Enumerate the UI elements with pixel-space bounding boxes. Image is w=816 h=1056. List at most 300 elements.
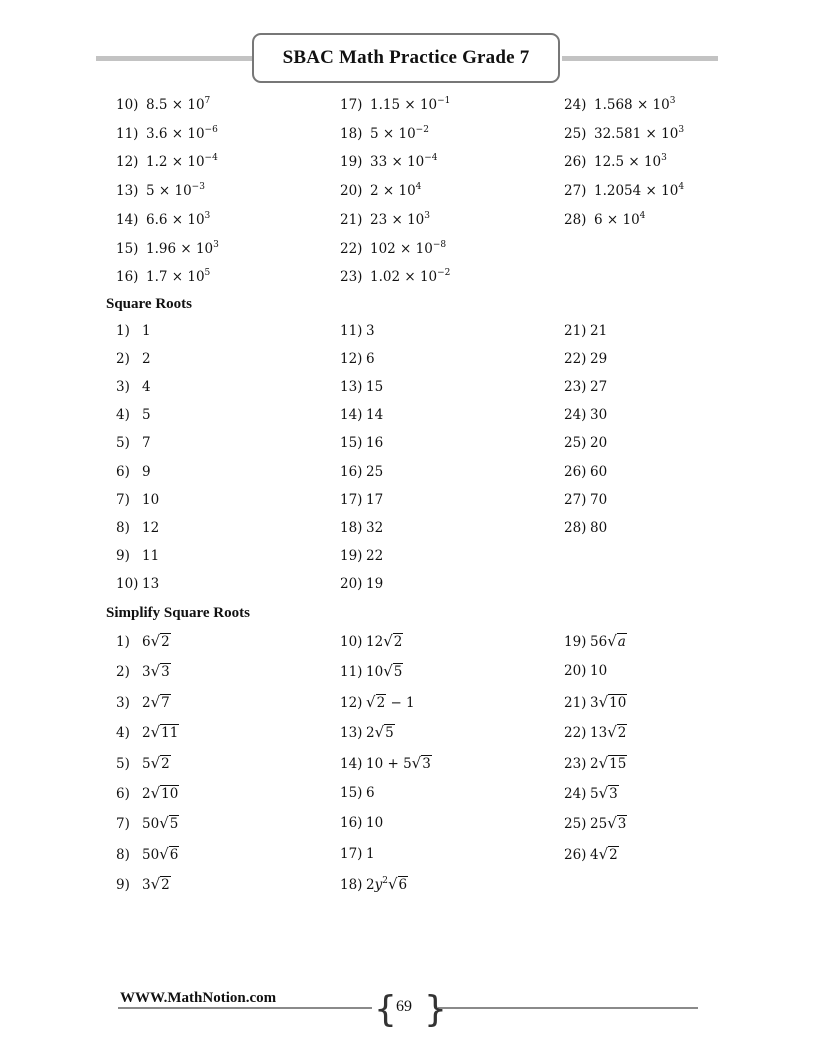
answer-text: 2	[366, 725, 375, 742]
exponent: 3	[661, 153, 667, 164]
item-number: 17)	[340, 491, 363, 508]
answer-item	[116, 268, 210, 286]
answer-text: 12	[142, 519, 160, 536]
answer-value	[366, 379, 383, 395]
radical-sign-icon: √	[374, 723, 385, 742]
answer-text: 4	[590, 846, 599, 863]
item-number: 16)	[340, 463, 363, 480]
answer-text: 1.15 × 10	[370, 97, 438, 113]
answer-value	[366, 435, 383, 451]
item-number: 5)	[116, 755, 130, 772]
answer-item	[116, 519, 159, 537]
answer-item	[340, 575, 383, 593]
answer-text: 22	[366, 547, 384, 564]
square-root	[151, 632, 171, 651]
answer-item	[116, 693, 171, 712]
answer-value	[366, 548, 383, 564]
answer-value	[366, 753, 432, 772]
square-root	[412, 754, 432, 773]
answer-value	[142, 576, 159, 592]
answer-value	[142, 816, 179, 832]
answer-item	[564, 754, 627, 773]
item-number: 15)	[116, 240, 139, 257]
radical-sign-icon: √	[150, 692, 161, 711]
answer-text: 2	[366, 877, 375, 894]
answer-value	[366, 877, 408, 893]
answer-text: 2	[142, 786, 151, 802]
section-title-square-roots: Square Roots	[106, 296, 192, 312]
exponent: −6	[204, 124, 218, 135]
item-number: 6)	[116, 463, 130, 480]
answer-item	[116, 153, 218, 171]
item-number: 20)	[340, 575, 363, 592]
item-number: 21)	[564, 323, 587, 339]
answer-item	[564, 519, 607, 537]
answer-item	[116, 322, 151, 340]
item-number: 12)	[340, 351, 363, 368]
square-root	[383, 662, 403, 681]
answer-text: 3	[590, 694, 599, 711]
radical-sign-icon: √	[411, 753, 422, 772]
answer-value	[366, 634, 403, 650]
answer-value	[370, 97, 450, 113]
answer-text: 1	[366, 845, 375, 862]
item-number: 1)	[116, 323, 130, 339]
answer-value	[594, 212, 645, 228]
radicand: 10	[161, 786, 179, 802]
answer-text: 5 × 10	[370, 125, 416, 142]
radicand: 3	[609, 786, 618, 802]
item-number: 17)	[340, 845, 363, 862]
item-number: 23)	[564, 379, 587, 396]
answer-item	[116, 240, 219, 258]
radicand: 2	[393, 634, 403, 650]
radical-sign-icon: √	[159, 814, 169, 833]
radicand: 6	[398, 877, 408, 894]
answer-value	[366, 785, 375, 801]
item-number: 10)	[116, 97, 139, 113]
item-number: 16)	[340, 815, 363, 832]
answer-item	[564, 125, 684, 143]
page-title: SBAC Math Practice Grade 7	[282, 47, 530, 68]
answer-item	[340, 322, 375, 340]
answer-text: 50	[142, 816, 160, 833]
answer-value	[142, 464, 151, 480]
answer-value	[590, 520, 607, 536]
exponent: −2	[437, 268, 451, 279]
answer-value	[366, 464, 383, 480]
answer-text: 13	[142, 575, 160, 592]
answer-text: 80	[590, 519, 608, 536]
answer-text: 5	[142, 407, 151, 424]
square-root	[599, 784, 619, 803]
answer-value	[370, 183, 421, 199]
exponent: 3	[669, 96, 676, 106]
radicand: 2	[161, 634, 170, 650]
footer-website-link[interactable]: WWW.MathNotion.com	[120, 990, 277, 1006]
radical-sign-icon: √	[383, 662, 393, 681]
answer-text: 19	[366, 575, 384, 592]
item-number: 13)	[116, 183, 139, 200]
item-number: 26)	[564, 154, 587, 171]
radicand: 7	[161, 694, 170, 711]
answer-item	[564, 491, 607, 509]
answer-text: 29	[590, 351, 608, 368]
answer-item	[564, 463, 607, 481]
exponent: −4	[424, 153, 438, 164]
answer-text: 6.6 × 10	[146, 211, 205, 228]
answer-item	[116, 575, 159, 593]
item-number: 20)	[564, 663, 587, 680]
exponent: 4	[415, 182, 422, 193]
answer-value	[590, 725, 627, 741]
answer-value	[146, 183, 205, 199]
item-number: 27)	[564, 183, 587, 200]
square-root	[151, 875, 171, 894]
exponent: 5	[204, 268, 211, 279]
answer-text: 9	[142, 463, 151, 480]
answer-text: 13	[590, 725, 608, 742]
answer-item	[564, 434, 607, 452]
answer-item	[116, 754, 171, 773]
square-root	[366, 693, 386, 712]
item-number: 18)	[340, 519, 363, 536]
item-number: 10)	[116, 575, 139, 592]
item-number: 7)	[116, 816, 130, 833]
item-number: 22)	[564, 351, 587, 368]
answer-value	[146, 97, 210, 113]
answer-value	[366, 351, 375, 367]
answer-value	[142, 664, 171, 680]
answer-item	[340, 519, 383, 537]
answer-value	[366, 846, 375, 862]
answer-text: 6	[366, 351, 375, 368]
answer-item	[116, 406, 151, 424]
item-number: 11)	[340, 323, 363, 339]
answer-value	[142, 634, 171, 650]
answer-value	[590, 492, 607, 508]
header-rule-right	[562, 56, 718, 61]
answer-item	[564, 662, 607, 680]
radicand: 2	[161, 877, 170, 894]
radical-sign-icon: √	[387, 875, 398, 894]
item-number: 7)	[116, 491, 130, 508]
item-number: 22)	[564, 725, 587, 742]
radical-sign-icon: √	[150, 784, 161, 802]
answer-value	[590, 351, 607, 367]
square-root	[151, 662, 171, 681]
answer-text: 1.2 × 10	[146, 154, 205, 171]
exponent: 3	[204, 210, 211, 221]
answer-value	[370, 154, 438, 170]
header-title-box	[252, 33, 560, 83]
radicand: 3	[617, 816, 627, 833]
square-root	[607, 814, 627, 833]
answer-item	[340, 378, 383, 396]
radical-sign-icon: √	[383, 632, 393, 650]
answer-value	[590, 844, 619, 863]
answer-text: 12.5 × 10	[594, 154, 662, 171]
answer-text: 70	[590, 491, 608, 508]
answer-value	[594, 126, 684, 142]
square-root	[375, 723, 395, 742]
answer-value	[142, 492, 159, 508]
item-number: 6)	[116, 786, 130, 802]
answer-item	[340, 125, 429, 143]
answer-value	[366, 407, 383, 423]
item-number: 21)	[564, 694, 587, 711]
answer-value	[146, 154, 218, 170]
item-number: 5)	[116, 435, 130, 452]
answer-text: 25	[366, 463, 384, 480]
answer-text: 17	[366, 491, 384, 508]
header-rule-left	[96, 56, 252, 61]
answer-item	[340, 96, 450, 114]
answer-item	[116, 723, 179, 742]
answer-item	[340, 463, 383, 481]
answer-value	[146, 269, 210, 285]
radicand: 5	[385, 725, 394, 742]
radical-sign-icon: √	[150, 753, 161, 772]
answer-text: 10	[366, 664, 384, 681]
radicand: 2	[161, 755, 170, 772]
answer-item	[564, 632, 627, 651]
item-number: 18)	[340, 125, 363, 142]
answer-text: 3	[142, 877, 151, 894]
square-root	[607, 723, 627, 742]
answer-value	[366, 664, 403, 680]
answer-item	[116, 632, 171, 651]
answer-item	[340, 491, 383, 509]
answer-value	[366, 692, 415, 711]
answer-text: 60	[590, 463, 608, 480]
answer-value	[146, 212, 210, 228]
answer-value	[590, 407, 607, 423]
item-number: 20)	[340, 183, 363, 200]
item-number: 3)	[116, 694, 130, 711]
item-number: 26)	[564, 846, 587, 863]
answer-value	[366, 725, 395, 741]
answer-text: 50	[142, 846, 160, 863]
item-number: 1)	[116, 634, 130, 650]
answer-text: 14	[366, 407, 384, 424]
radical-sign-icon: √	[150, 875, 161, 894]
answer-item	[564, 406, 607, 424]
radicand: 5	[169, 816, 179, 833]
answer-text: 8.5 × 10	[146, 97, 205, 113]
radicand: 2	[376, 694, 386, 711]
variable: y	[374, 877, 383, 894]
answer-value	[590, 379, 607, 395]
page-number: 69	[396, 998, 412, 1015]
answer-text: 5 × 10	[146, 183, 192, 200]
radical-sign-icon: √	[607, 632, 617, 650]
item-number: 21)	[340, 211, 363, 228]
exponent: −1	[437, 96, 451, 106]
right-brace-icon: }	[424, 989, 447, 1030]
answer-item	[564, 153, 667, 171]
item-number: 24)	[564, 786, 587, 802]
answer-text: 10	[590, 663, 608, 680]
item-number: 15)	[340, 785, 363, 801]
radical-sign-icon: √	[159, 844, 169, 863]
answer-value	[142, 548, 159, 564]
answer-text: 30	[590, 407, 608, 424]
item-number: 12)	[340, 694, 363, 711]
exponent: 4	[639, 210, 646, 221]
square-root	[159, 814, 179, 833]
answer-text: 6 × 10	[594, 211, 640, 228]
answer-text: 10	[142, 491, 160, 508]
answer-item	[116, 125, 218, 143]
answer-value	[146, 241, 219, 257]
radicand: 15	[609, 755, 627, 772]
square-root	[383, 632, 403, 651]
answer-value	[370, 212, 430, 228]
item-number: 3)	[116, 379, 130, 396]
radicand: 5	[393, 664, 403, 681]
answer-text: 27	[590, 379, 608, 396]
radicand: 2	[617, 725, 627, 742]
answer-item	[340, 153, 438, 171]
answer-text: 3	[142, 664, 151, 681]
item-number: 24)	[564, 97, 587, 113]
item-number: 11)	[116, 125, 139, 142]
item-number: 2)	[116, 351, 130, 368]
left-brace-icon: {	[374, 989, 397, 1030]
answer-value	[142, 520, 159, 536]
radical-sign-icon: √	[150, 723, 161, 742]
answer-item	[564, 378, 607, 396]
answer-item	[116, 434, 151, 452]
exponent: 4	[678, 182, 685, 193]
answer-value	[590, 435, 607, 451]
radical-sign-icon: √	[598, 692, 609, 711]
answer-item	[564, 211, 645, 229]
answer-value	[142, 692, 171, 711]
item-number: 27)	[564, 491, 587, 508]
answer-text: − 1	[386, 694, 415, 711]
answer-item	[116, 662, 171, 681]
answer-text: 5	[590, 786, 599, 802]
item-number: 23)	[340, 269, 363, 286]
answer-text: 1.568 × 10	[594, 97, 670, 113]
answer-value	[590, 786, 619, 802]
answer-value	[366, 520, 383, 536]
item-number: 17)	[340, 97, 363, 113]
answer-text: 21	[590, 323, 608, 339]
answer-text: 25	[590, 816, 608, 833]
answer-text: 6	[142, 634, 151, 650]
footer-rule-right	[438, 1007, 698, 1009]
item-number: 18)	[340, 877, 363, 894]
answer-text: 23 × 10	[370, 211, 425, 228]
item-number: 15)	[340, 435, 363, 452]
answer-text: 32.581 × 10	[594, 125, 679, 142]
answer-value	[146, 126, 218, 142]
answer-text: 102 × 10	[370, 240, 433, 257]
radical-sign-icon: √	[607, 723, 617, 742]
square-root	[151, 693, 171, 712]
answer-item	[564, 723, 627, 742]
square-root	[599, 754, 628, 773]
item-number: 8)	[116, 846, 130, 863]
answer-value	[590, 692, 627, 711]
answer-item	[340, 547, 383, 565]
item-number: 11)	[340, 664, 363, 681]
radicand: a	[617, 634, 626, 650]
answer-item	[116, 784, 179, 803]
answer-value	[142, 877, 171, 893]
radical-sign-icon: √	[598, 784, 609, 802]
answer-item	[340, 406, 383, 424]
answer-item	[340, 350, 375, 368]
item-number: 2)	[116, 664, 130, 681]
answer-text: 2	[590, 755, 599, 772]
answer-text: 11	[142, 547, 160, 564]
answer-value	[366, 323, 375, 339]
item-number: 26)	[564, 463, 587, 480]
answer-text: 56	[590, 634, 608, 650]
radicand: 11	[161, 725, 179, 742]
answer-item	[340, 662, 403, 681]
answer-value	[366, 576, 383, 592]
answer-item	[564, 784, 619, 803]
answer-item	[340, 268, 450, 286]
answer-value	[594, 97, 675, 113]
exponent: −2	[415, 124, 429, 135]
item-number: 25)	[564, 125, 587, 142]
radicand: 3	[422, 755, 431, 772]
radical-sign-icon: √	[150, 632, 161, 650]
exponent: −8	[432, 239, 447, 250]
answer-item	[340, 875, 408, 894]
answer-text: 7	[142, 435, 151, 452]
answer-item	[564, 350, 607, 368]
answer-text: 1.96 × 10	[146, 240, 214, 257]
answer-item	[340, 723, 395, 742]
answer-text: 1.7 × 10	[146, 269, 205, 286]
answer-value	[590, 464, 607, 480]
answer-text: 1	[142, 323, 151, 339]
answer-text: 16	[366, 435, 384, 452]
radical-sign-icon: √	[598, 753, 609, 772]
exponent: 2	[382, 876, 388, 887]
answer-value	[370, 269, 450, 285]
item-number: 14)	[116, 211, 139, 228]
exponent: −3	[191, 182, 205, 193]
square-root	[151, 784, 180, 803]
answer-value	[142, 786, 179, 802]
answer-value	[142, 407, 151, 423]
item-number: 19)	[340, 547, 363, 564]
answer-item	[340, 632, 403, 651]
answer-value	[366, 815, 383, 831]
answer-item	[116, 875, 171, 894]
radicand: 2	[609, 846, 618, 863]
answer-value	[142, 435, 151, 451]
answer-item	[340, 754, 432, 773]
item-number: 16)	[116, 269, 139, 286]
answer-item	[340, 814, 383, 832]
answer-text: 32	[366, 519, 384, 536]
item-number: 13)	[340, 379, 363, 396]
answer-value	[142, 379, 151, 395]
radical-sign-icon: √	[598, 844, 609, 863]
answer-value	[366, 492, 383, 508]
item-number: 10)	[340, 634, 363, 650]
item-number: 19)	[564, 634, 587, 650]
